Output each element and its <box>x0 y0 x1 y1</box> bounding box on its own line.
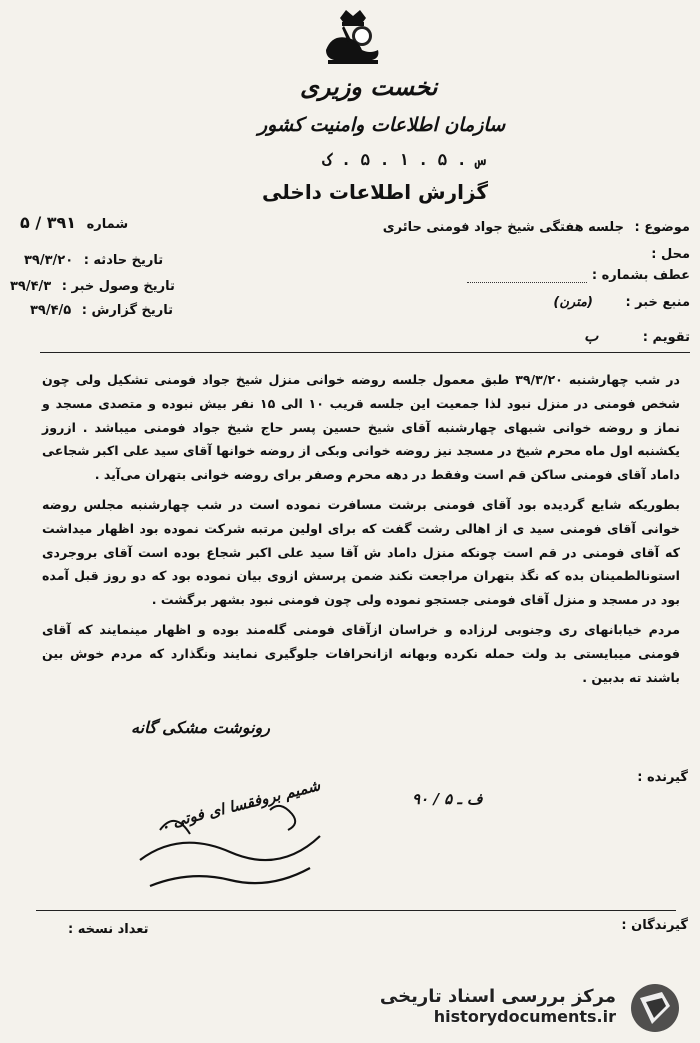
copies-label: تعداد نسخه : <box>68 922 149 937</box>
archive-logo-icon <box>622 980 688 1036</box>
action-label: گیرنده : <box>637 770 688 785</box>
meta-evaluation <box>584 327 690 345</box>
header-organization: سازمان اطلاعات وامنیت کشور <box>258 114 506 136</box>
meta-receipt-date-value: ۳۹/۴/۳ <box>10 279 52 294</box>
footer-divider <box>36 910 676 911</box>
watermark-url: historydocuments.ir <box>433 1007 616 1026</box>
meta-number-label: شماره <box>86 217 129 232</box>
recipients-label: گیرندگان : <box>621 918 688 933</box>
meta-report-date <box>30 303 173 318</box>
meta-source-value: (مترن) <box>553 295 593 310</box>
meta-attachment-label: عطف بشماره : <box>591 268 690 283</box>
meta-number <box>20 213 128 232</box>
body-paragraph-1: در شب چهارشنبه ۳۹/۳/۲۰ طبق معمول جلسه روضه خوانی منزل شیخ جواد فومنی تشکیل ولی چون شخص فومنی در منزل نبود لذا جمعیت این جلسه قریب ۱۰ الی ۱۵ نفر بیش نبوده و متصدی مسجد و نماز و روضه خوانی شبهای چهارشنبه آقای شیخ حسین پسر حاج شیخ جواد فومنی میباشد . ازروز یکشنبه اول ماه محرم شیخ در مسجد نیز روضه خوانی وبکی از روضه خوانها آقای سید علی اکبر شجاعی داماد آقای فومنی ساکن قم است وفقط در دهه محرم وصفر برای روضه خوانی بتهران می‌آید . <box>42 372 681 483</box>
meta-subject-label: موضوع : <box>634 220 690 235</box>
header-code: س . ۵ . ۱ . ۵ . ک <box>322 150 486 169</box>
meta-event-date-label: تاریخ حادثه : <box>83 253 164 268</box>
body-paragraph-2: بطوریکه شایع گردیده بود آقای فومنی برشت مسافرت نموده است در شب چهارشنبه مجلس روضه خوانی آقای فومنی سید ی از اهالی رشت گفت که برای اولین مرتبه شرکت نموده بود اظهار میداشت که آقای فومنی در قم است چونکه منزل داماد ش آقا سید علی اکبر شجاع بوده است آقای بروجردی استونالطمینان بده که نگذ بتهران مراجعت نکند ضمن پرسش ازوی بیان نموده بود که دو روز قبل آمده بود در مسجد و منزل آقای فومنی جستجو نموده ولی چون فومنی نبود بشهر برگشت . <box>42 496 680 608</box>
meta-receipt-date <box>10 279 175 294</box>
watermark-title: مرکز بررسی اسناد تاریخی <box>379 986 616 1007</box>
header-ministry: نخست وزیری <box>300 72 438 101</box>
handwritten-signature <box>120 790 360 900</box>
meta-attachment <box>467 268 690 283</box>
meta-evaluation-label: تقویم : <box>642 330 690 345</box>
meta-report-date-label: تاریخ گزارش : <box>81 303 174 318</box>
meta-event-date <box>24 253 163 268</box>
meta-number-value: ۳۹۱ / ۵ <box>20 213 77 232</box>
watermark <box>380 986 616 1026</box>
report-body <box>42 368 680 689</box>
meta-location-label: محل : <box>651 247 690 262</box>
handwritten-codes: ف ـ ۵ / ۹۰ <box>412 790 483 808</box>
meta-subject <box>383 220 690 235</box>
meta-source-label: منبع خبر : <box>625 295 690 310</box>
meta-receipt-date-label: تاریخ وصول خبر : <box>61 279 175 294</box>
meta-location <box>651 247 690 262</box>
meta-evaluation-value: ب <box>584 327 599 345</box>
meta-report-date-value: ۳۹/۴/۵ <box>30 303 72 318</box>
signature-name: شمیم بروفقسا ای فوتی . <box>160 776 323 833</box>
meta-source <box>553 295 690 310</box>
meta-event-date-value: ۳۹/۳/۲۰ <box>24 253 74 268</box>
header-report-type: گزارش اطلاعات داخلی <box>262 180 489 204</box>
header-divider <box>40 352 690 353</box>
attachment-dotted-line <box>467 282 587 283</box>
body-paragraph-3: مردم خیابانهای ری وجنوبی لرزاده و خراسان ازآقای فومنی گله‌مند بوده و اظهار مینمایند که آقای فومنی میبایستی بد ولت حمله نکرده وبهانه ازانحرافات جلوگیری نمایند ونگذارد که مردم خوش بین باشند ته بدبین . <box>42 621 680 685</box>
lion-and-sun-emblem <box>318 6 388 68</box>
meta-subject-value: جلسه هفتگی شیخ جواد فومنی حائری <box>382 220 624 235</box>
signature-note: رونوشت مشکی گانه <box>131 718 270 737</box>
